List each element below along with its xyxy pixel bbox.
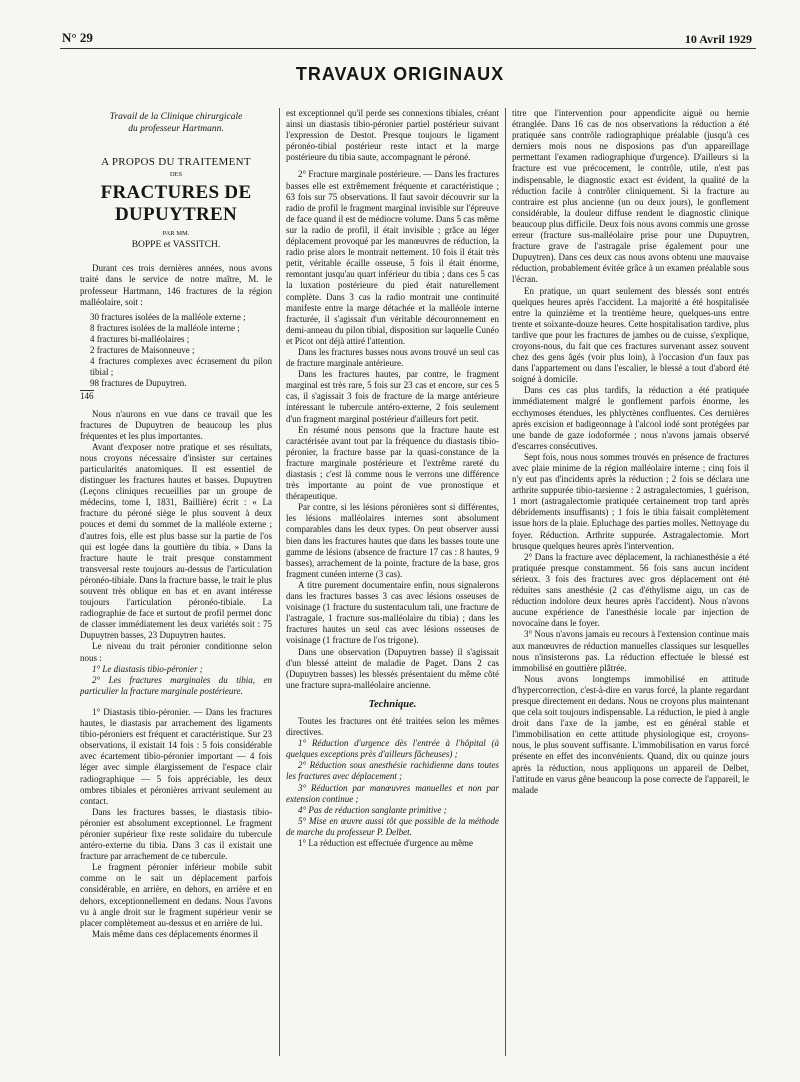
paragraph: 2° Réduction sous anesthésie rachidienne dans toutes les fractures avec déplacement ; (286, 760, 499, 782)
article-authors: BOPPE et VASSITCH. (131, 240, 221, 251)
paragraph: Dans ces cas plus tardifs, la réduction a été pratiquée immédiatement malgré le gonflement parfois énorme, les ecchymoses étendues, les phlyctènes confluentes. Ces dernières après excision et badigeonnage à l'alcool iodé sont protégées par une bande de gaze iodoformée ; nous n'avons jamais observé d'escarres consécutives. (512, 385, 749, 451)
paragraph: 1° Réduction d'urgence dès l'entrée à l'hôpital (à quelques exceptions près d'ailleurs fâcheuses) ; (286, 738, 499, 760)
paragraph: Le fragment péronier inférieur mobile subit comme on le sait un déplacement parfois considérable, en arrière, en dehors, en arrière et en dehors, exceptionnellement en dedans. Nous l'avons vu à angle droit sur le fragment supérieur venir se placer complètement au-dessus et en arrière de lui. (80, 862, 272, 928)
paragraph: Dans une observation (Dupuytren basse) il s'agissait d'un blessé atteint de maladie de Paget. Dans 2 cas (Dupuytren basses) les blessés présentaient du même côté une fracture supra-malléolaire ancienne. (286, 646, 499, 690)
article-title: FRACTURES DE DUPUYTREN (100, 182, 252, 226)
paragraph: Toutes les fractures ont été traitées selon les mêmes directives. (286, 715, 499, 738)
byline-par: PAR MM. (162, 230, 190, 238)
list-item: 4 fractures bi-malléolaires ; (90, 333, 190, 344)
list-item: 98 fractures de Dupuytren. (90, 378, 187, 389)
list-item: 30 fractures isolées de la malléole externe ; (90, 311, 246, 322)
column-divider-2 (505, 108, 506, 1056)
paragraph: 4° Pas de réduction sanglante primitive ; (298, 804, 447, 815)
list-item: 2 fractures de Maisonneuve ; (90, 345, 195, 356)
paragraph: titre que l'intervention pour appendicite aiguë ou hernie étranglée. Dans 16 cas de nos observations la réduction a été pratiquée sans contrôle radiographique préalable (jusqu'à ces derniers mois nous ne disposions pas d'un appareillage permettant l'examen radiographique d'urgence). D'ailleurs si la fracture est vue précocement, le contrôle, utile, n'est pas indispensable, le diagnostic exact est évident, la qualité de la réduction facile à contrôler cliniquement. Si la fracture au contraire est plus ancienne (un ou deux jours), le gonflement considérable, la douleur diffuse rendent le diagnostic clinique beaucoup plus difficile. Deux fois nous avons commis une grosse erreur (fracture sus-malléolaire prise pour une Dupuytren, fracture grave de l'astragale prise également pour une Dupuytren). Dans ces deux cas nous avons obtenu une mauvaise réduction, probablement évitée grâce à un examen préalable sous l'écran. (512, 108, 749, 285)
section-heading: Technique. (368, 698, 417, 710)
column-2 (286, 108, 499, 1068)
paragraph: En pratique, un quart seulement des blessés sont entrés quelques heures après l'accident. La majorité a été hospitalisée entre la quinzième et la trentième heure, quelques-uns entre trente et soixante-douze heures. Cette hospitalisation tardive, plus tardive que pour les fractures de jambes ou de cuisse, s'explique, croyons-nous, du fait que ces fractures survenant assez souvent chez des gens âgés (voir plus loin), à l'occasion d'un faux pas dans l'appartement ou dans l'escalier, le blessé a tout d'abord été soigné à domicile. (512, 285, 749, 385)
paragraph: A titre purement documentaire enfin, nous signalerons dans les fractures basses 3 cas avec lésions osseuses de voisinage (1 fracture du sustentaculum tali, une fracture de l'astragale, 1 fracture sus-malléolaire du tibia) ; dans les fractures hautes un seul cas avec lésions osseuses de voisinage (1 fracture de l'os trigone). (286, 579, 499, 646)
paragraph: 1° Le diastasis tibio-péronier ; (92, 663, 203, 674)
paragraph: 1° La réduction est effectuée d'urgence au même (298, 838, 474, 848)
header-rule (60, 48, 756, 49)
paragraph: Par contre, si les lésions péronières sont si différentes, les lésions malléolaires internes sont absolument comparables dans les deux types. On peut observer aussi bien dans les fractures hautes que dans les basses toute une gamme de lésions (absence de fracture 17 cas : 8 hautes, 9 basses), arrachement de la pointe, fracture de la base, gros fragment cunéen interne (3 cas). (286, 502, 499, 579)
issue-number: N° 29 (62, 30, 93, 45)
institution-line: Travail de la Clinique chirurgicale (109, 112, 243, 122)
paragraph: 2° Les fractures marginales du tibia, en particulier la fracture marginale postérieure. (80, 674, 272, 696)
paragraph: Dans les fractures basses nous avons trouvé un seul cas de fracture marginale antérieure. (286, 346, 499, 369)
list-item: 4 fractures complexes avec écrasement du pilon tibial ; (90, 356, 272, 378)
paragraph: Nous n'aurons en vue dans ce travail que les fractures de Dupuytren de beaucoup les plus fréquentes et les plus importantes. (80, 408, 272, 441)
paragraph: Mais même dans ces déplacements énormes il (92, 928, 258, 939)
section-title: TRAVAUX ORIGINAUX (295, 64, 505, 84)
paragraph: Nous avons longtemps immobilisé en attitude d'hypercorrection, c'est-à-dire en varus forcé, la plante regardant presque directement en dedans. Nous ne croyons plus maintenant que cela soit toujours indispensable. La réduction, le pied à angle droit dans l'axe de la jambe, est en général stable et l'immobilisation en cette attitude physiologique est, croyons-nous, le plus souvent suffisante. L'immobilisation en varus forcé présente en effet des inconvénients. Quand, dix ou quinze jours après la réduction, nous appliquons un appareil de Delbet, l'attitude en varus gêne beaucoup la pose correcte de l'appareil, le malade (512, 673, 749, 795)
paragraph: est exceptionnel qu'il perde ses connexions tibiales, créant ainsi un diastasis tibio-péronier partiel postérieur suivant l'expression de Destot. Presque toujours le ligament péronéo-tibial postérieur reste intact et la marge postérieure du tibia saute, accompagnant le péroné. (286, 108, 499, 163)
paragraph: Le niveau du trait péronier conditionne selon nous : (80, 641, 272, 663)
article-kicker: A PROPOS DU TRAITEMENT (101, 156, 251, 168)
column-1 (80, 108, 272, 1068)
paragraph: Durant ces trois dernières années, nous avons traité dans le service de notre maître, M. le professeur Hartmann, 146 fractures de la région malléolaire, soit : (80, 263, 272, 307)
article-kicker-des: DES (169, 171, 183, 179)
column-3 (512, 108, 749, 1068)
list-item: 8 fractures isolées de la malléole interne ; (90, 322, 240, 333)
paragraph: 1° Diastasis tibio-péronier. — Dans les fractures hautes, le diastasis par arrachement des ligaments tibio-péroniers est fréquent et caractéristique. Sur 23 observations, il existait 14 fois : 5 fois considérable avec écartement tibio-péronier important — 4 fois léger avec simple élargissement de l'espace clair radiographique — 5 fois appréciable, les deux ombres tibiales et péronières arrivant seulement au contact. (80, 706, 272, 806)
list-total: 146 (80, 391, 94, 402)
paragraph: 5° Mise en œuvre aussi tôt que possible de la méthode de marche du professeur P. Delbet. (286, 815, 499, 837)
fracture-list (80, 312, 272, 403)
institution-line: du professeur Hartmann. (128, 124, 224, 134)
issue-date: 10 Avril 1929 (684, 32, 752, 46)
paragraph: Avant d'exposer notre pratique et ses résultats, nous croyons nécessaire d'insister sur certaines particularités anatomiques. Il est essentiel de distinguer les fractures hautes et basses. Dupuytren (Leçons cliniques recueillies par un groupe de médecins, tome I, 1831, Baillière) écrit : « La fracture du péroné siège le plus souvent à deux pouces et demi du sommet de la malléole externe ; d'autres fois, elle est plus basse sur la partie de l'os qui est logée dans la gouttière du tibia. » Dans la fracture haute le trait presque constamment transversal reste toujours au-dessus de l'articulation péronéo-tibiale. Dans la fracture basse, le trait le plus souvent très oblique en bas et en avant intéresse toujours l'articulation péronéo-tibiale. La radiographie de face et surtout de profil permet donc de classer immédiatement les deux variétés soit : 75 Dupuytren basses, 23 Dupuytren hautes. (80, 441, 272, 641)
paragraph: 2° Fracture marginale postérieure. — Dans les fractures basses elle est extrêmement fréquente et caractéristique ; 63 fois sur 75 observations. Il faut savoir découvrir sur la radio de profil le fragment marginal invisible sur l'épreuve de face quand il est de médiocre volume. Dans 5 cas même sur la radio de profil, il était invisible ; grâce au léger déplacement provoqué par les manœuvres de réduction, la radio prise alors le montrait nettement. 10 fois il était très petit, véritable écaille osseuse, 5 fois il était énorme, remontant jusqu'au quart inférieur du tibia ; dans ces 5 cas la luxation postérieure du pied était naturellement complète. Dans 3 cas la radio montrait une continuité manifeste entre la marge détachée et la malléole interne fracturée, il s'agissait d'un véritable découronnement en demi-anneau du pilon tibial, disposition sur laquelle Cunéo et Picot ont déjà attiré l'attention. (286, 169, 499, 346)
paragraph: Dans les fractures basses, le diastasis tibio-péronier est absolument exceptionnel. Le fragment péronier supérieur fixe reste solidaire du tubercule antéro-externe du tibia. Dans 3 cas il existait une fracture par arrachement de ce tubercule. (80, 806, 272, 862)
paragraph: Dans les fractures hautes, par contre, le fragment marginal est très rare, 5 fois sur 23 cas et encore, sur ces 5 cas, il s'agissait 3 fois de fracture de la marge antérieure intéressant le tubercule antéro-externe, 2 fois seulement d'un fragment marginal postérieur d'ailleurs fort petit. (286, 369, 499, 424)
paragraph: 3° Réduction par manœuvres manuelles et non par extension continue ; (286, 782, 499, 804)
paragraph: En résumé nous pensons que la fracture haute est caractérisée avant tout par la fréquence du diastasis tibio-péronier, la fracture basse par la quasi-constance de la fracture marginale postérieure et l'extrême rareté du diastasis ; c'est là comme nous le verrons une différence très importante au point de vue pronostique et thérapeutique. (286, 424, 499, 502)
paragraph: 3° Nous n'avons jamais eu recours à l'extension continue mais aux manœuvres de réduction manuelles classiques sur lesquelles nous n'insisterons pas. La réduction effectuée le blessé est immobilisé en gouttière plâtrée. (512, 629, 749, 673)
column-divider-1 (279, 108, 280, 1056)
paragraph: Sept fois, nous nous sommes trouvés en présence de fractures avec plaie minime de la région malléolaire interne ; cinq fois il n'y eut pas d'incidents après la réduction ; 2 fois se déclara une arthrite suppurée tibio-tarsienne : 2 astragalectomies, 1 guérison, 1 mort (astragalectomie pratiquée certainement trop tard après débridements insuffisants) ; 1 fois le tibia faisait complètement issue hors de la plaie. Epluchage des parties molles. Nettoyage du foyer. Réduction. Arthrite suppurée. Astragalectomie. Mort brusque quelques heures après l'intervention. (512, 451, 749, 551)
paragraph: 2° Dans la fracture avec déplacement, la rachianesthésie a été pratiquée presque constamment. 56 fois sans aucun incident sérieux. 3 fois des fractures avec gros déplacement ont été réduites sans anesthésie (2 cas d'éthylisme aigu, un cas de réduction indolore deux heures après l'accident). Nous n'avons aucune expérience de l'anesthésie locale par injection de novocaïne dans le foyer. (512, 551, 749, 629)
